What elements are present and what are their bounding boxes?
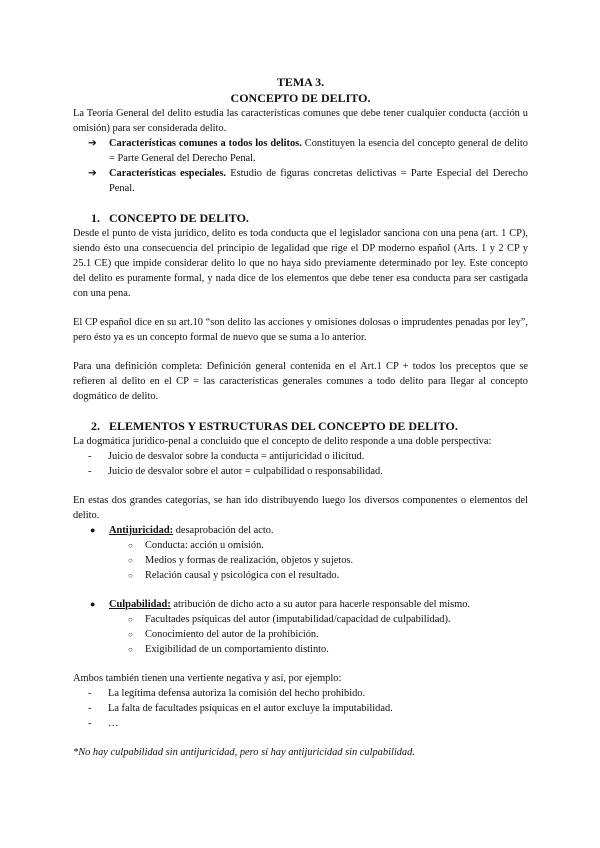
circle-bullet-icon: ○: [128, 615, 133, 624]
sub-list-item: ○ Conducta: acción u omisión.: [128, 540, 264, 551]
document-page: [73, 74, 528, 760]
section-heading-1: 1. CONCEPTO DE DELITO.: [91, 211, 249, 225]
sub-list-item: ○ Exigibilidad de un comportamiento distinto.: [128, 644, 329, 655]
dash-marker: -: [88, 718, 92, 729]
negative-paragraph: Ambos también tienen una vertiente negativa y así, por ejemplo:: [73, 673, 342, 684]
dash-list-item: - Juicio de desvalor sobre la conducta = antijuricidad o ilicitud.: [88, 451, 365, 462]
sub-list-item: ○ Conocimiento del autor de la prohibición.: [128, 629, 319, 640]
arrow-item-text: Constituyen la esencia del concepto general de delito = Parte General del Derecho Penal.: [109, 138, 528, 164]
section-heading-2: 2. ELEMENTOS Y ESTRUCTURAS DEL CONCEPTO DE DELITO.: [91, 419, 458, 433]
document-title: CONCEPTO DE DELITO.: [230, 91, 371, 105]
dash-list-item: - …: [88, 718, 119, 729]
sub-list-item: ○ Relación causal y psicológica con el resultado.: [128, 570, 340, 581]
document-title-topic: TEMA 3.: [276, 75, 325, 89]
term-antijuricidad: Antijuricidad:: [109, 525, 174, 536]
term-culpabilidad: Culpabilidad:: [109, 599, 171, 610]
section1-paragraph-2: El CP español dice en su art.10 “son delito las acciones y omisiones dolosas o imprudentes penadas por ley”, pero ésto ya es un concepto formal de nuevo que se suma a lo anterior.: [73, 317, 528, 343]
dash-list-item: - La legítima defensa autoriza la comisión del hecho prohibido.: [88, 688, 366, 699]
dash-list-item: - La falta de facultades psíquicas en el autor excluye la imputabilidad.: [88, 703, 393, 714]
circle-bullet-icon: ○: [128, 541, 133, 550]
bullet-list-item-culpabilidad: ● Culpabilidad: atribución de dicho acto a su autor para hacerle responsable del mismo.: [90, 599, 470, 610]
sub-list-item: ○ Medios y formas de realización, objetos y sujetos.: [128, 555, 354, 566]
arrow-item-bold: Características comunes a todos los delitos.: [109, 138, 302, 149]
arrow-right-icon: ➔: [88, 168, 97, 179]
section1-paragraph-1: Desde el punto de vista jurídico, delito es toda conducta que el legislador sanciona con una pena (art. 1 CP), siendo ésto una consecuencia del principio de legalidad que rige el DP moderno español (Arts. 1 y 2 CP y 25.1 CE) que impide considerar delito lo que no haya sido previamente determinado por ley. Este concepto del delito es puramente formal, y nada dice de los elementos que debe tener esa conducta para ser castigada con una pena.: [73, 228, 528, 299]
dash-marker: -: [88, 451, 92, 462]
bullet-icon: ●: [90, 599, 96, 609]
arrow-item-bold: Características especiales.: [109, 168, 227, 179]
sub-list-item: ○ Facultades psíquicas del autor (imputabilidad/capacidad de culpabilidad).: [128, 614, 451, 625]
circle-bullet-icon: ○: [128, 630, 133, 639]
dash-marker: -: [88, 466, 92, 477]
section2-intro: La dogmática jurídico-penal a concluido que el concepto de delito responde a una doble perspectiva:: [73, 436, 492, 447]
arrow-item-text: Estudio de figuras concretas delictivas = Parte Especial del Derecho Penal.: [109, 168, 528, 194]
circle-bullet-icon: ○: [128, 571, 133, 580]
circle-bullet-icon: ○: [128, 556, 133, 565]
bullet-list-item-antijuricidad: ● Antijuricidad: desaprobación del acto.: [90, 525, 274, 536]
arrow-right-icon: ➔: [88, 138, 97, 149]
dash-marker: -: [88, 688, 92, 699]
dash-list-item: - Juicio de desvalor sobre el autor = culpabilidad o responsabilidad.: [88, 466, 383, 477]
arrow-list-item: [73, 136, 528, 166]
categories-paragraph: En estas dos grandes categorías, se han ido distribuyendo luego los diversos componentes o elementos del delito.: [73, 495, 528, 521]
footnote: *No hay culpabilidad sin antijuricidad, pero sí hay antijuricidad sin culpabilidad.: [73, 747, 415, 758]
bullet-icon: ●: [90, 525, 96, 535]
section1-paragraph-3: Para una definición completa: Definición general contenida en el Art.1 CP + todos los preceptos que se refieren al delito en el CP = las características generales comunes a todo delito para llegar al concepto dogmático de delito.: [73, 361, 528, 402]
dash-marker: -: [88, 703, 92, 714]
arrow-list-item: [73, 166, 528, 196]
intro-paragraph: La Teoría General del delito estudia las características comunes que debe tener cualquier conducta (acción u omisión) para ser considerada delito.: [73, 108, 528, 134]
circle-bullet-icon: ○: [128, 645, 133, 654]
